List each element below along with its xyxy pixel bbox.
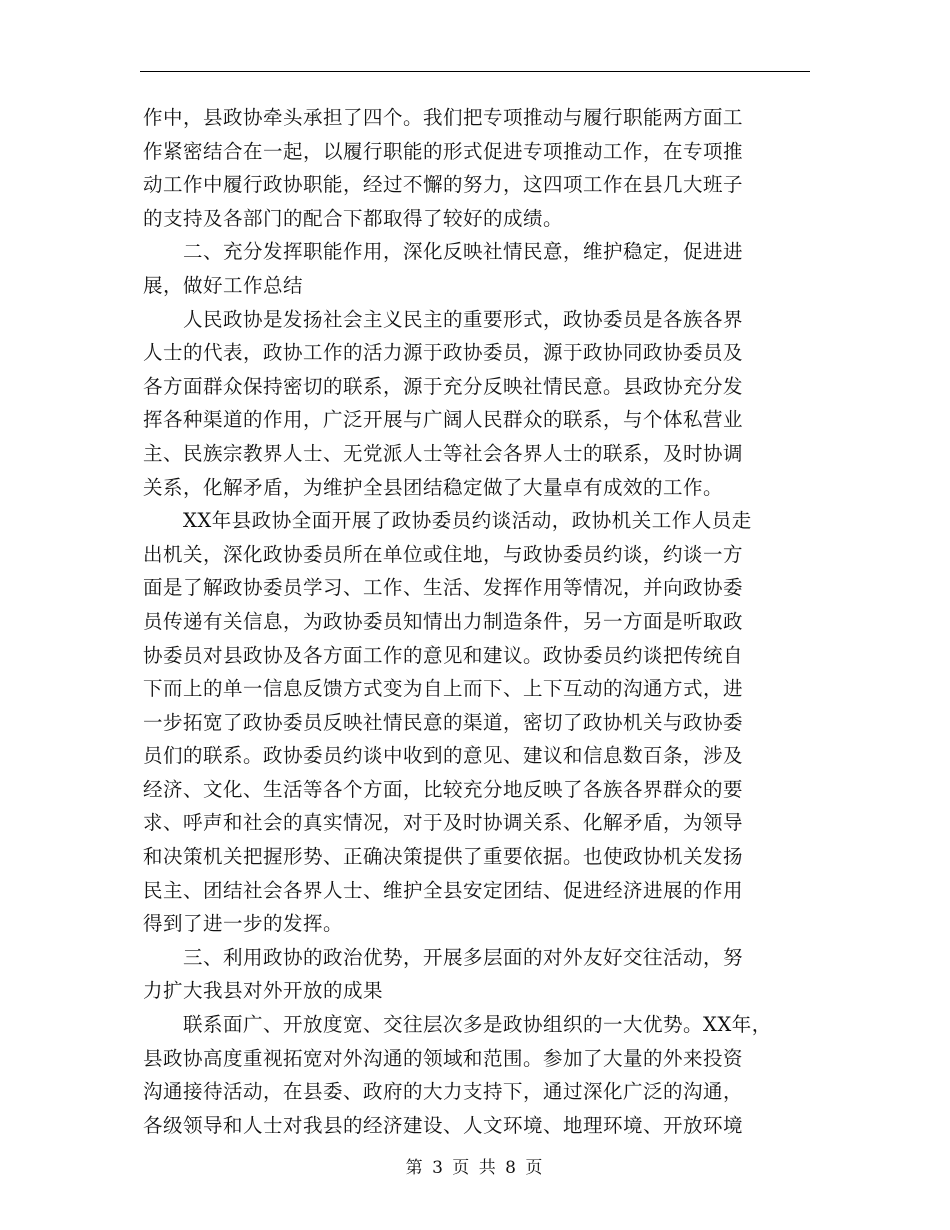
section-heading-line: 三、利用政协的政治优势，开展多层面的对外友好交往活动，努: [143, 945, 744, 969]
section-heading-line: 展，做好工作总结: [143, 273, 304, 297]
section-heading-line: 二、充分发挥职能作用，深化反映社情民意，维护稳定，促进进: [143, 240, 744, 264]
text-line: 人士的代表，政协工作的活力源于政协委员，源于政协同政协委员及: [143, 341, 744, 365]
text-line: 协委员对县政协及各方面工作的意见和建议。政协委员约谈把传统自: [143, 643, 744, 667]
text-line: 联系面广、开放度宽、交往层次多是政协组织的一大优势。XX年，: [143, 1013, 772, 1037]
text-line: 下而上的单一信息反馈方式变为自上而下、上下互动的沟通方式，进: [143, 677, 744, 701]
text-line: 关系，化解矛盾，为维护全县团结稳定做了大量卓有成效的工作。: [143, 475, 724, 499]
text-line: 民主、团结社会各界人士、维护全县安定团结、促进经济进展的作用: [143, 878, 744, 902]
text-line: 主、民族宗教界人士、无党派人士等社会各界人士的联系，及时协调: [143, 441, 744, 465]
text-line: 作紧密结合在一起，以履行职能的形式促进专项推动工作，在专项推: [143, 139, 744, 163]
text-line: 的支持及各部门的配合下都取得了较好的成绩。: [143, 206, 564, 230]
text-line: 县政协高度重视拓宽对外沟通的领域和范围。参加了大量的外来投资: [143, 1046, 744, 1070]
text-line: 求、呼声和社会的真实情况，对于及时协调关系、化解矛盾，为领导: [143, 811, 744, 835]
text-line: 各级领导和人士对我县的经济建设、人文环境、地理环境、开放环境: [143, 1113, 744, 1137]
text-line: 挥各种渠道的作用，广泛开展与广阔人民群众的联系，与个体私营业: [143, 408, 744, 432]
section-heading-line: 力扩大我县对外开放的成果: [143, 979, 384, 1003]
text-line: 面是了解政协委员学习、工作、生活、发挥作用等情况，并向政协委: [143, 576, 744, 600]
text-line: 动工作中履行政协职能，经过不懈的努力，这四项工作在县几大班子: [143, 173, 744, 197]
text-line: 和决策机关把握形势、正确决策提供了重要依据。也使政协机关发扬: [143, 845, 744, 869]
header-rule: [140, 71, 810, 72]
text-line: 经济、文化、生活等各个方面，比较充分地反映了各族各界群众的要: [143, 777, 744, 801]
text-line: 出机关，深化政协委员所在单位或住地，与政协委员约谈，约谈一方: [143, 542, 744, 566]
text-line: 一步拓宽了政协委员反映社情民意的渠道，密切了政协机关与政协委: [143, 710, 744, 734]
document-body: [143, 101, 811, 1142]
text-line: XX年县政协全面开展了政协委员约谈活动，政协机关工作人员走: [143, 509, 752, 533]
text-line: 各方面群众保持密切的联系，源于充分反映社情民意。县政协充分发: [143, 374, 744, 398]
text-line: 沟通接待活动，在县委、政府的大力支持下，通过深化广泛的沟通，: [143, 1080, 744, 1104]
text-line: 得到了进一步的发挥。: [143, 912, 344, 936]
text-line: 员传递有关信息，为政协委员知情出力制造条件，另一方面是听取政: [143, 609, 744, 633]
text-line: 作中，县政协牵头承担了四个。我们把专项推动与履行职能两方面工: [143, 106, 744, 129]
text-line: 人民政协是发扬社会主义民主的重要形式，政协委员是各族各界: [143, 307, 744, 331]
page-number-footer: 第 3 页 共 8 页: [405, 1158, 545, 1178]
text-line: 员们的联系。政协委员约谈中收到的意见、建议和信息数百条，涉及: [143, 744, 744, 768]
